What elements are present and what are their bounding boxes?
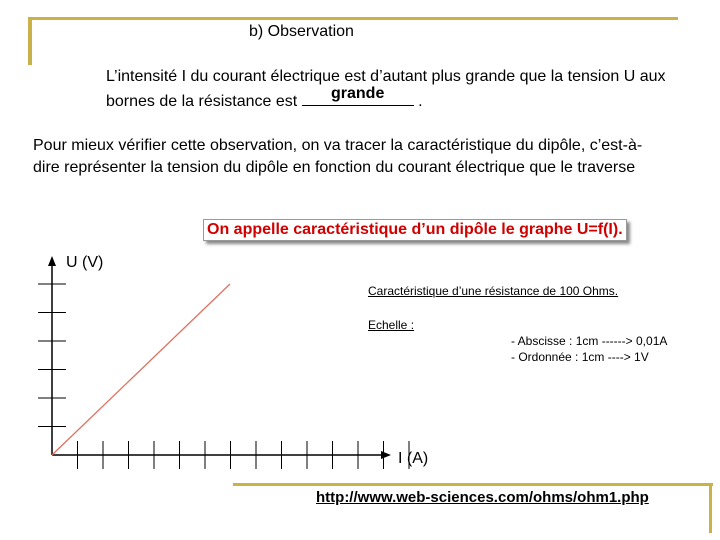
source-link[interactable]: http://www.web-sciences.com/ohms/ohm1.php [316,489,649,506]
section-heading: b) Observation [249,23,354,40]
scale-abscissa: - Abscisse : 1cm ------> 0,01A [511,334,668,348]
observation-text-after: . [413,93,423,110]
scale-title: Echelle : [368,318,415,332]
x-axis-label: I (A) [398,450,429,467]
definition-box: On appelle caractéristique d’un dipôle le graphe U=f(I). [203,219,627,241]
explanation-paragraph: Pour mieux vérifier cette observation, on va tracer la caractéristique du dipôle, c’est-à-dire représenter la tension du dipôle en fonction du courant électrique que le traverse [33,137,643,176]
y-axis-arrow-icon [48,256,56,266]
blank-answer: grande [331,85,385,102]
characteristic-line [52,284,230,455]
footer-side-bar [709,483,712,533]
x-axis-arrow-icon [381,451,391,459]
scale-ordinate: - Ordonnée : 1cm ----> 1V [511,350,649,364]
footer-rule [233,483,713,486]
observation-text-before: L’intensité I du courant électrique est d’autant plus grande que la tension U aux bornes de la résistance est [106,68,666,110]
graph-caption: Caractéristique d’une résistance de 100 Ohms. [368,284,619,298]
y-axis-label: U (V) [66,254,104,271]
